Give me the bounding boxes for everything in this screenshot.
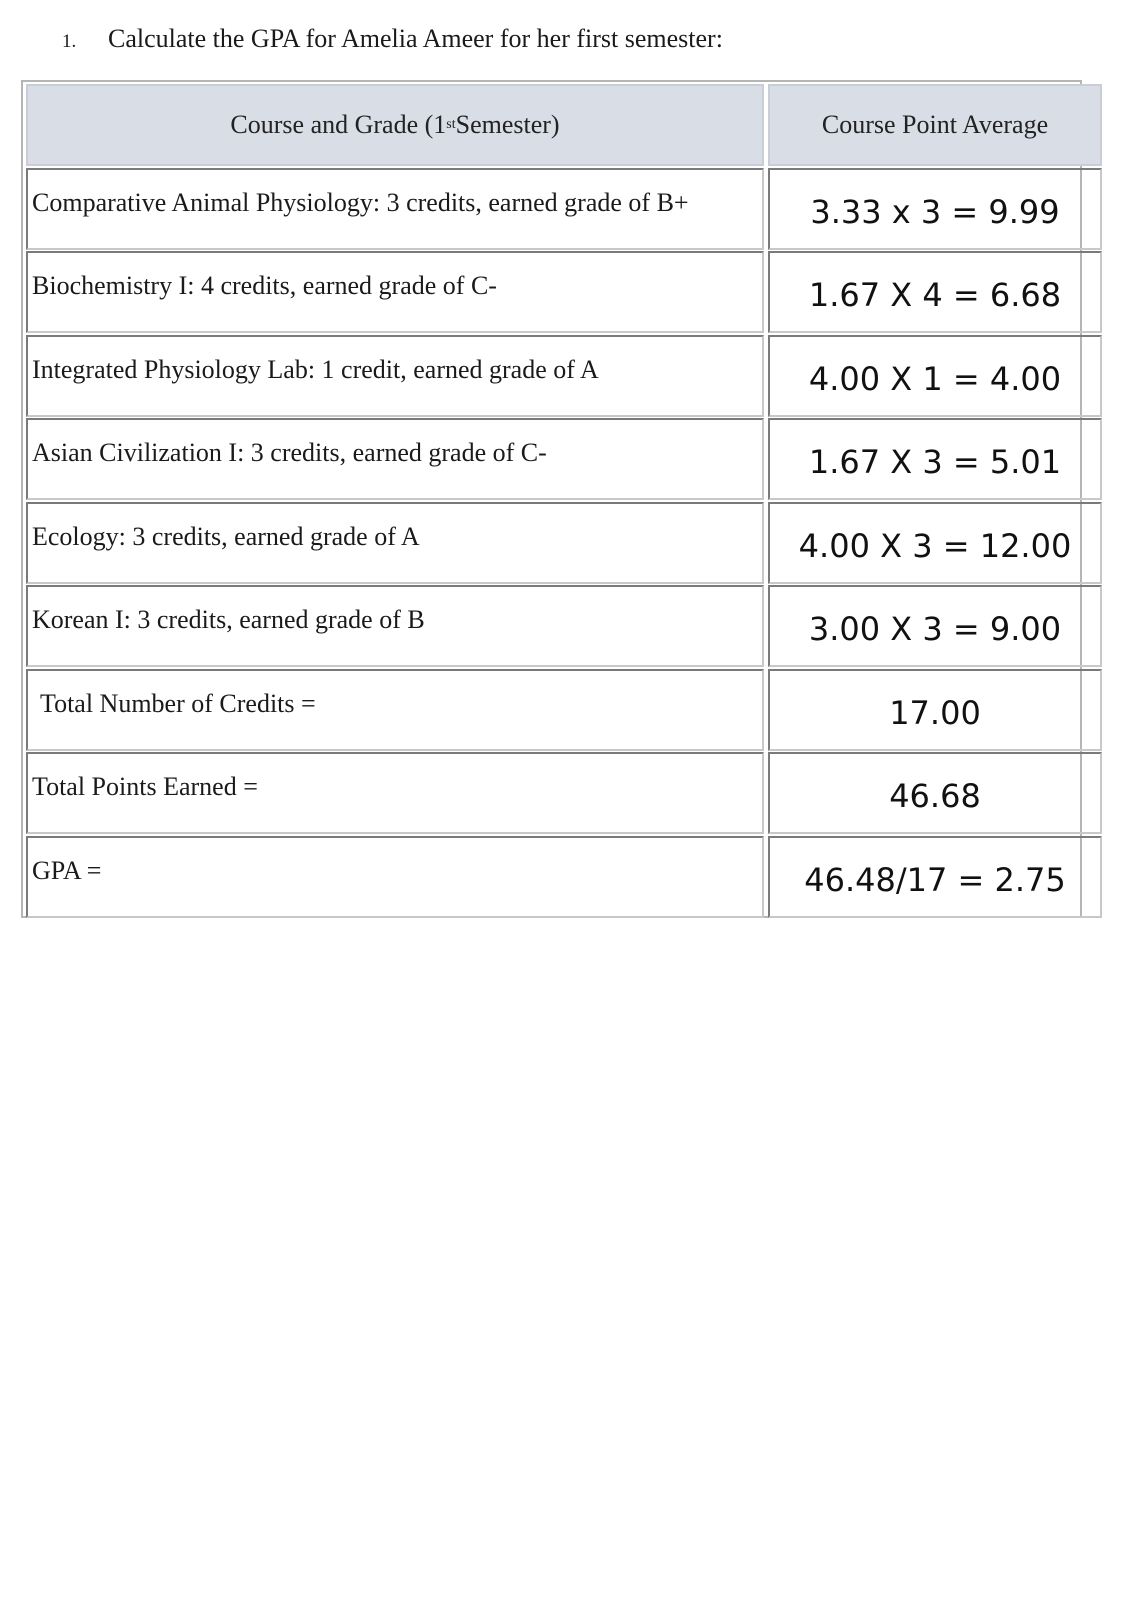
course-cell	[26, 168, 764, 250]
total-points-row	[24, 752, 1080, 836]
points-calculation: 3.00 X 3 = 9.00	[808, 610, 1062, 648]
points-calculation: 1.67 X 4 = 6.68	[808, 276, 1062, 314]
course-cell	[26, 585, 764, 667]
course-description: Integrated Physiology Lab: 1 credit, earned grade of A	[32, 354, 599, 384]
table-row	[24, 168, 1080, 252]
table-row	[24, 335, 1080, 419]
header-semester-label: Semester)	[455, 110, 560, 139]
points-calculation: 4.00 X 3 = 12.00	[798, 526, 1072, 565]
course-description: Comparative Animal Physiology: 3 credits, earned grade of B+	[32, 187, 689, 217]
header-course-point-average	[768, 84, 1102, 166]
gpa-label-cell	[26, 836, 764, 918]
points-calculation: 1.67 X 3 = 5.01	[808, 443, 1062, 481]
course-cell	[26, 251, 764, 333]
course-cell	[26, 418, 764, 500]
total-credits-label: Total Number of Credits =	[40, 688, 316, 718]
header-course-grade-label: Course and Grade (1	[230, 110, 447, 139]
total-points-value-cell	[768, 752, 1102, 834]
course-description: Biochemistry I: 4 credits, earned grade of C-	[32, 271, 497, 300]
course-cell	[26, 502, 764, 584]
points-cell	[768, 502, 1102, 584]
total-credits-value-cell	[768, 669, 1102, 751]
gpa-table	[24, 84, 1080, 919]
gpa-value: 46.48/17 = 2.75	[804, 860, 1066, 899]
points-cell	[768, 168, 1102, 250]
total-points-label: Total Points Earned =	[32, 772, 258, 801]
total-credits-label-cell	[26, 669, 764, 751]
total-credits-row	[24, 669, 1080, 753]
question-text: Calculate the GPA for Amelia Ameer for her first semester:	[108, 24, 723, 53]
table-row	[24, 251, 1080, 335]
header-course-point-average-label: Course Point Average	[821, 110, 1049, 139]
points-cell	[768, 418, 1102, 500]
gpa-label: GPA =	[32, 855, 102, 885]
course-cell	[26, 335, 764, 417]
course-description: Korean I: 3 credits, earned grade of B	[32, 605, 425, 634]
table-row	[24, 585, 1080, 669]
table-header-row	[24, 84, 1080, 168]
total-points-value: 46.68	[889, 777, 981, 815]
total-points-label-cell	[26, 752, 764, 834]
table-row	[24, 418, 1080, 502]
header-course-grade: Course and Grade (1 st Semester)	[26, 84, 764, 166]
points-calculation: 4.00 X 1 = 4.00	[808, 359, 1062, 398]
gpa-row	[24, 836, 1080, 920]
question-number: 1.	[62, 31, 77, 52]
points-cell	[768, 251, 1102, 333]
course-description: Asian Civilization I: 3 credits, earned grade of C-	[32, 438, 547, 467]
points-cell	[768, 335, 1102, 417]
points-cell	[768, 585, 1102, 667]
table-row	[24, 502, 1080, 586]
gpa-value-cell	[768, 836, 1102, 918]
question-prompt	[62, 22, 723, 59]
total-credits-value: 17.00	[889, 693, 981, 732]
points-calculation: 3.33 x 3 = 9.99	[810, 192, 1060, 231]
course-description: Ecology: 3 credits, earned grade of A	[32, 521, 420, 551]
